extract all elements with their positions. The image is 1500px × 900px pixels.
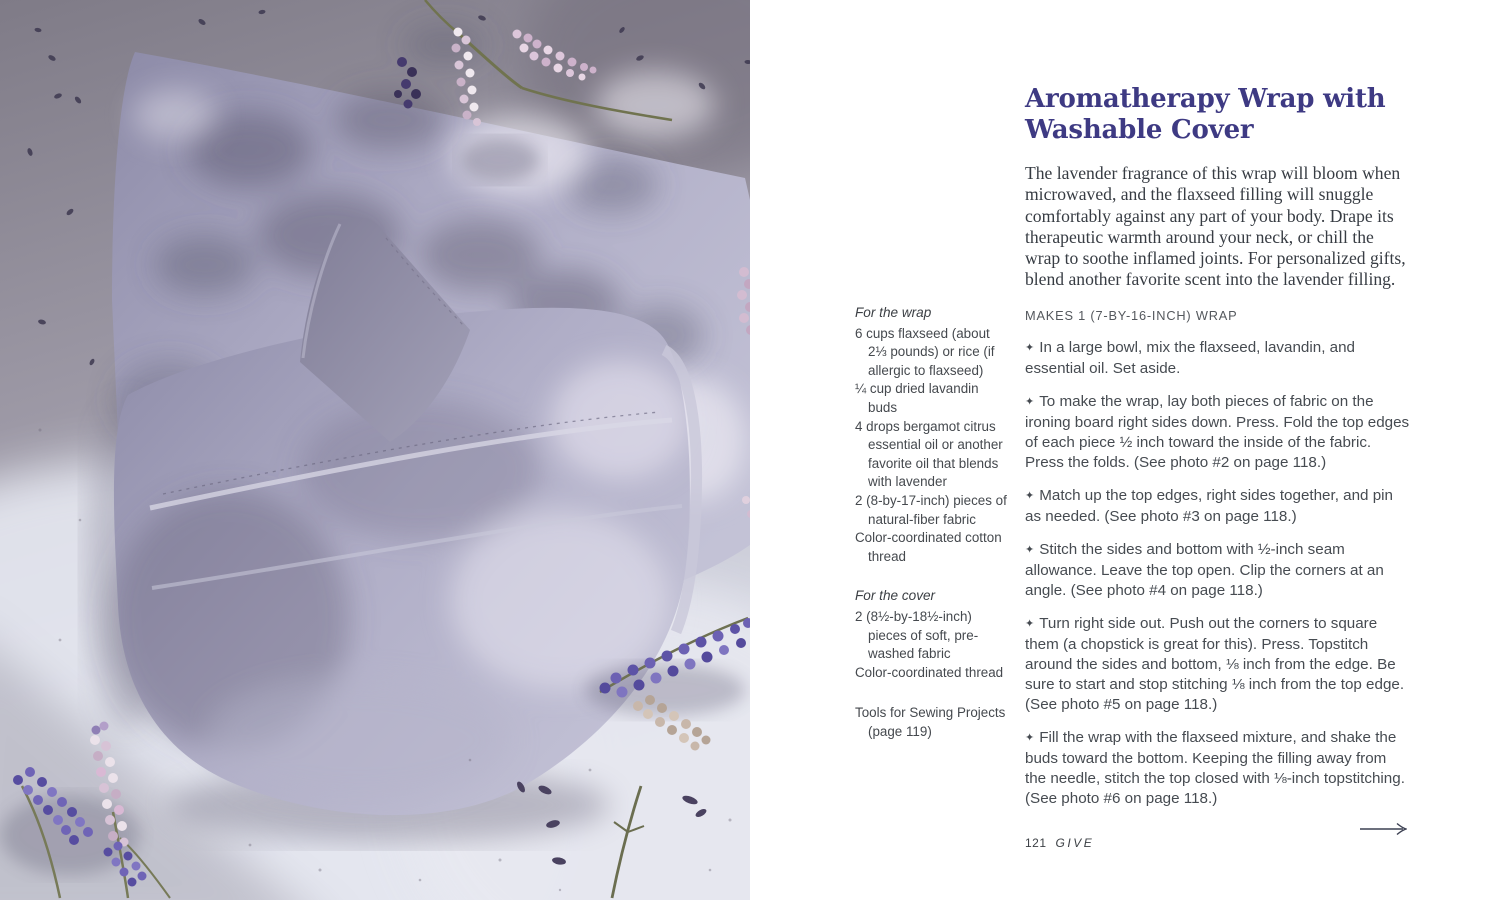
instruction-step bbox=[1025, 486, 1411, 527]
step-bullet-icon: ✦ bbox=[1025, 395, 1035, 408]
continue-arrow-icon bbox=[1359, 822, 1407, 836]
step-bullet-icon: ✦ bbox=[1025, 341, 1035, 354]
recipe-main-column bbox=[1025, 84, 1411, 841]
step-text: Turn right side out. Push out the corners to square them (a chopstick is great for this). Press. Topstitch around the sides and bottom, ⅛ inch from the edge. Be sure to start and stop stitching ⅛ inch from the top edge. (See photo #5 on page 118.) bbox=[1025, 614, 1405, 713]
ingredients-heading-cover: For the cover bbox=[855, 588, 936, 604]
step-text: Match up the top edges, right sides together, and pin as needed. (See photo #3 on page 118.) bbox=[1025, 486, 1393, 525]
intro-paragraph: The lavender fragrance of this wrap will bloom when microwaved, and the flaxseed filling will snuggle comfortably against any part of your body. Drape its therapeutic warmth around your neck, or chill the wrap to soothe inflamed joints. For personalized gifts, blend another favorite scent into the lavender filling. bbox=[1025, 163, 1406, 290]
step-text: Stitch the sides and bottom with ½-inch seam allowance. Leave the top open. Clip the corners at an angle. (See photo #4 on page 118.) bbox=[1025, 540, 1384, 599]
step-bullet-icon: ✦ bbox=[1025, 617, 1035, 630]
instruction-step bbox=[1025, 392, 1411, 473]
ingredient-item: Color-coordinated thread bbox=[855, 664, 1004, 680]
step-bullet-icon: ✦ bbox=[1025, 489, 1035, 502]
step-text: In a large bowl, mix the flaxseed, lavandin, and essential oil. Set aside. bbox=[1025, 338, 1355, 377]
instruction-step bbox=[1025, 540, 1411, 601]
ingredient-item: 2 (8-by-17-inch) pieces of natural-fiber fabric bbox=[855, 492, 1007, 527]
page-number: 121 bbox=[1025, 836, 1047, 850]
step-bullet-icon: ✦ bbox=[1025, 731, 1035, 744]
ingredient-item: 2 (8½-by-18½-inch) pieces of soft, pre-washed fabric bbox=[855, 608, 979, 662]
instruction-step bbox=[1025, 728, 1411, 809]
step-text: To make the wrap, lay both pieces of fabric on the ironing board right sides down. Press. Fold the top edges of each piece ½ inch toward the inside of the fabric. Press the folds. (See photo #2 on page 118.) bbox=[1025, 392, 1410, 471]
page-title: Aromatherapy Wrap with Washable Cover bbox=[1025, 84, 1386, 145]
section-name: GIVE bbox=[1055, 836, 1095, 850]
yield-line: MAKES 1 (7-BY-16-INCH) WRAP bbox=[1025, 307, 1238, 323]
recipe-page bbox=[750, 0, 1500, 900]
step-bullet-icon: ✦ bbox=[1025, 543, 1035, 556]
tools-note: Tools for Sewing Projects (page 119) bbox=[855, 705, 1006, 739]
ingredient-item: 4 drops bergamot citrus essential oil or another favorite oil that blends with lavender bbox=[855, 418, 1003, 490]
ingredient-item: ¼ cup dried lavandin buds bbox=[855, 381, 979, 415]
instruction-step bbox=[1025, 614, 1411, 715]
ingredient-item: Color-coordinated cotton thread bbox=[855, 530, 1002, 564]
ingredients-column bbox=[855, 304, 1011, 741]
ingredient-item: 6 cups flaxseed (about 2⅓ pounds) or rice (if allergic to flaxseed) bbox=[855, 325, 995, 378]
page-footer bbox=[1025, 836, 1094, 850]
step-text: Fill the wrap with the flaxseed mixture, and shake the buds toward the bottom. Keeping the filling away from the needle, stitch the top closed with ⅛-inch topstitching. (See photo #6 on page 118.) bbox=[1025, 728, 1405, 807]
instruction-steps bbox=[1025, 338, 1411, 809]
ingredients-heading-wrap: For the wrap bbox=[855, 305, 932, 320]
instruction-step bbox=[1025, 338, 1411, 379]
